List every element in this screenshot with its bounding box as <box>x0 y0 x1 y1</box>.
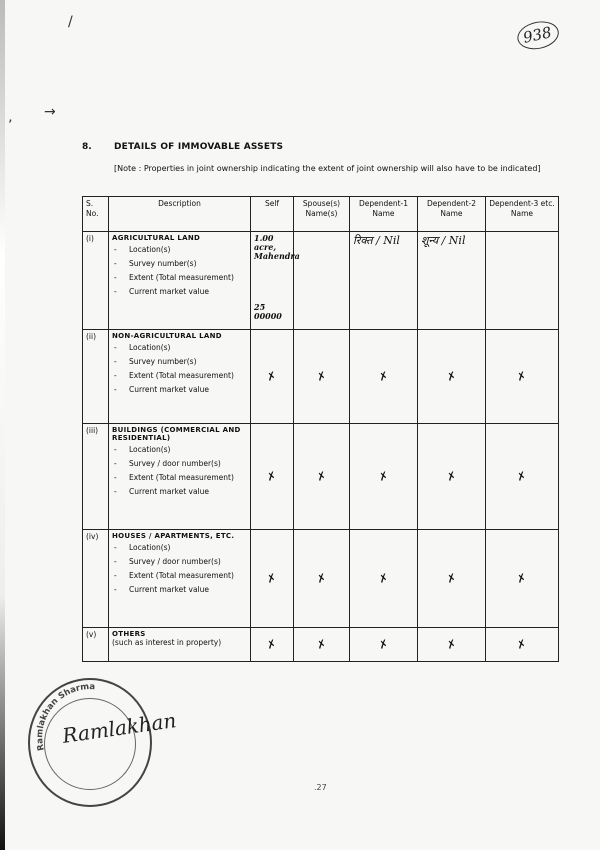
cross-mark: ✗ <box>515 636 529 653</box>
cell-dependent-1: रिक्त / Nil <box>350 232 418 330</box>
cross-mark: ✗ <box>265 570 279 587</box>
table-header-row <box>83 197 559 232</box>
row-category: OTHERS <box>112 630 146 638</box>
list-item: - Location(s) <box>112 446 247 454</box>
cell-dependent-1 <box>350 530 418 628</box>
row-items-note: (such as interest in property) <box>112 638 222 647</box>
cell-self <box>251 628 294 662</box>
cell-spouse <box>294 330 350 424</box>
header-dependent-1: Dependent-1 Name <box>350 197 418 232</box>
table-row <box>83 424 559 530</box>
cross-mark: ✗ <box>265 636 279 653</box>
row-number: (iii) <box>83 424 109 530</box>
official-seal <box>28 678 178 807</box>
cell-dependent-1 <box>350 424 418 530</box>
row-items <box>112 544 247 594</box>
table-row <box>83 330 559 424</box>
list-item: - Extent (Total measurement) <box>112 572 247 580</box>
row-items <box>112 446 247 496</box>
row-number: (ii) <box>83 330 109 424</box>
cell-dependent-2 <box>418 424 486 530</box>
row-category: HOUSES / APARTMENTS, ETC. <box>112 532 235 540</box>
row-description <box>109 628 251 662</box>
section-title: DETAILS OF IMMOVABLE ASSETS <box>114 142 284 152</box>
cross-mark: ✗ <box>515 468 529 485</box>
cross-mark: ✗ <box>265 368 279 385</box>
cross-mark: ✗ <box>445 468 458 485</box>
cell-dependent-3 <box>486 232 559 330</box>
list-item: - Extent (Total measurement) <box>112 372 247 380</box>
stray-mark: ’ <box>8 118 13 134</box>
cross-mark: ✗ <box>377 570 390 587</box>
header-self: Self <box>251 197 294 232</box>
cell-spouse <box>294 530 350 628</box>
cell-spouse <box>294 424 350 530</box>
list-item: - Location(s) <box>112 344 247 352</box>
cell-dependent-3 <box>486 530 559 628</box>
table-row <box>83 530 559 628</box>
row-category: NON-AGRICULTURAL LAND <box>112 332 222 340</box>
cross-mark: ✗ <box>377 368 390 385</box>
cross-mark: ✗ <box>377 468 390 485</box>
table-row <box>83 628 559 662</box>
row-description <box>109 330 251 424</box>
cross-mark: ✗ <box>315 468 328 485</box>
cell-dependent-3 <box>486 424 559 530</box>
row-number: (i) <box>83 232 109 330</box>
row-category: BUILDINGS (COMMERCIAL AND RESIDENTIAL) <box>112 426 241 442</box>
header-description: Description <box>109 197 251 232</box>
handwritten-value: 25 00000 <box>254 302 282 321</box>
signature: Ramlakhan <box>60 708 178 748</box>
list-item: - Current market value <box>112 288 247 296</box>
row-items <box>112 344 247 394</box>
handwritten-entry: 1.00 acre, Mahendra <box>254 233 300 261</box>
cell-self <box>251 232 300 330</box>
cell-dependent-2: शून्य / Nil <box>418 232 486 330</box>
row-number: (iv) <box>83 530 109 628</box>
svg-text:Ramlakhan Sharma: Ramlakhan Sharma <box>35 681 96 752</box>
row-category: AGRICULTURAL LAND <box>112 234 201 242</box>
cell-self <box>251 424 294 530</box>
list-item: - Extent (Total measurement) <box>112 474 247 482</box>
cell-dependent-1 <box>350 628 418 662</box>
list-item: - Current market value <box>112 586 247 594</box>
row-description <box>109 530 251 628</box>
header-sno: S. No. <box>83 197 109 232</box>
cell-dependent-1 <box>350 330 418 424</box>
cell-self <box>251 330 294 424</box>
cell-dependent-3 <box>486 330 559 424</box>
section-note: [Note : Properties in joint ownership indicating the extent of joint ownership will also have to be indicated] <box>114 164 541 173</box>
list-item: - Location(s) <box>112 246 247 254</box>
row-number: (v) <box>83 628 109 662</box>
row-description <box>109 424 251 530</box>
header-spouse: Spouse(s) Name(s) <box>294 197 350 232</box>
cross-mark: ✗ <box>315 368 328 385</box>
cross-mark: ✗ <box>445 570 458 587</box>
cell-dependent-3 <box>486 628 559 662</box>
handwritten-page-number: 938 <box>521 23 554 47</box>
list-item: - Extent (Total measurement) <box>112 274 247 282</box>
list-item: - Survey / door number(s) <box>112 460 247 468</box>
row-description <box>109 232 251 330</box>
cross-mark: ✗ <box>265 468 279 485</box>
cross-mark: ✗ <box>315 570 328 587</box>
list-item: - Survey / door number(s) <box>112 558 247 566</box>
list-item: - Survey number(s) <box>112 358 247 366</box>
cross-mark: ✗ <box>515 368 529 385</box>
cross-mark: ✗ <box>315 636 328 653</box>
cell-dependent-2 <box>418 628 486 662</box>
footer-page-number: .27 <box>314 783 327 792</box>
header-dependent-2: Dependent-2 Name <box>418 197 486 232</box>
section-number: 8. <box>82 142 92 152</box>
cell-spouse <box>294 232 350 330</box>
cell-spouse <box>294 628 350 662</box>
stray-mark: → <box>44 104 56 120</box>
cell-self <box>251 530 294 628</box>
list-item: - Survey number(s) <box>112 260 247 268</box>
list-item: - Location(s) <box>112 544 247 552</box>
cell-dependent-2 <box>418 330 486 424</box>
cross-mark: ✗ <box>445 368 458 385</box>
cell-dependent-2 <box>418 530 486 628</box>
list-item: - Current market value <box>112 488 247 496</box>
cross-mark: ✗ <box>515 570 529 587</box>
row-items <box>112 246 247 296</box>
scan-edge-shadow <box>0 0 5 850</box>
header-dependent-3: Dependent-3 etc. Name <box>486 197 559 232</box>
cross-mark: ✗ <box>377 636 390 653</box>
table-row <box>83 232 559 330</box>
immovable-assets-table <box>82 196 559 662</box>
list-item: - Current market value <box>112 386 247 394</box>
cross-mark: ✗ <box>445 636 458 653</box>
stray-mark: / <box>68 14 73 30</box>
